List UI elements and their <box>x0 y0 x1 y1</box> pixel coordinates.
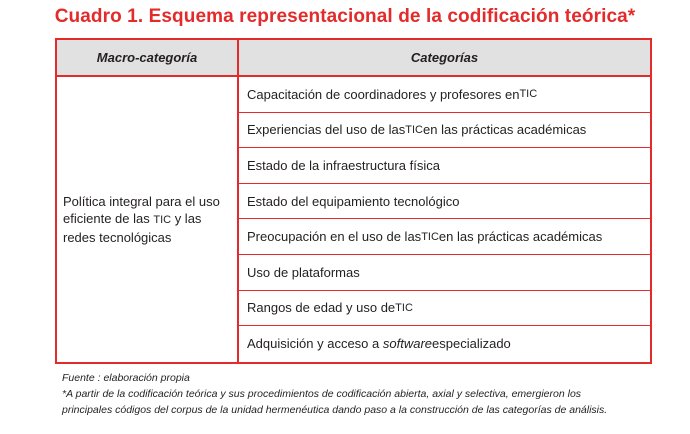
category-row: Preocupación en el uso de las TIC en las prácticas académicas <box>239 219 650 255</box>
table-title: Cuadro 1. Esquema representacional de la codificación teórica* <box>54 6 636 27</box>
macro-line-2a: eficiente de las <box>63 211 154 226</box>
category-row: Adquisición y acceso a software especializado <box>247 336 511 352</box>
categories-list <box>239 77 650 362</box>
header-categories: Categorías <box>410 50 479 65</box>
footnote-line-1: *A partir de la codificación teórica y sus procedimientos de codificación abierta, axial y selectiva, emergieron los <box>62 388 582 400</box>
table-notes <box>62 370 682 418</box>
macro-line-1: Política integral para el uso <box>63 194 220 209</box>
macro-line-2c: y las <box>171 211 202 226</box>
source-note: Fuente : elaboración propia <box>62 372 190 384</box>
category-row: Uso de plataformas <box>239 255 650 291</box>
category-row: Estado del equipamiento tecnológico <box>239 184 650 220</box>
category-row: Capacitación de coordinadores y profesores en TIC <box>239 77 650 113</box>
table-header <box>57 40 650 77</box>
category-row: Estado de la infraestructura física <box>239 148 650 184</box>
macro-category-cell <box>63 77 233 362</box>
footnote-line-2: principales códigos del corpus de la unidad hermenéutica dando paso a la construcción de las categorías de análisis. <box>62 404 608 416</box>
category-row: Experiencias del uso de las TIC en las prácticas académicas <box>239 113 650 149</box>
category-row: Rangos de edad y uso de TIC <box>239 291 650 327</box>
macro-line-2b: TIC <box>153 214 172 226</box>
header-macro-category: Macro-categoría <box>96 50 198 65</box>
categories-table <box>55 38 652 364</box>
macro-line-3: redes tecnológicas <box>63 230 172 245</box>
